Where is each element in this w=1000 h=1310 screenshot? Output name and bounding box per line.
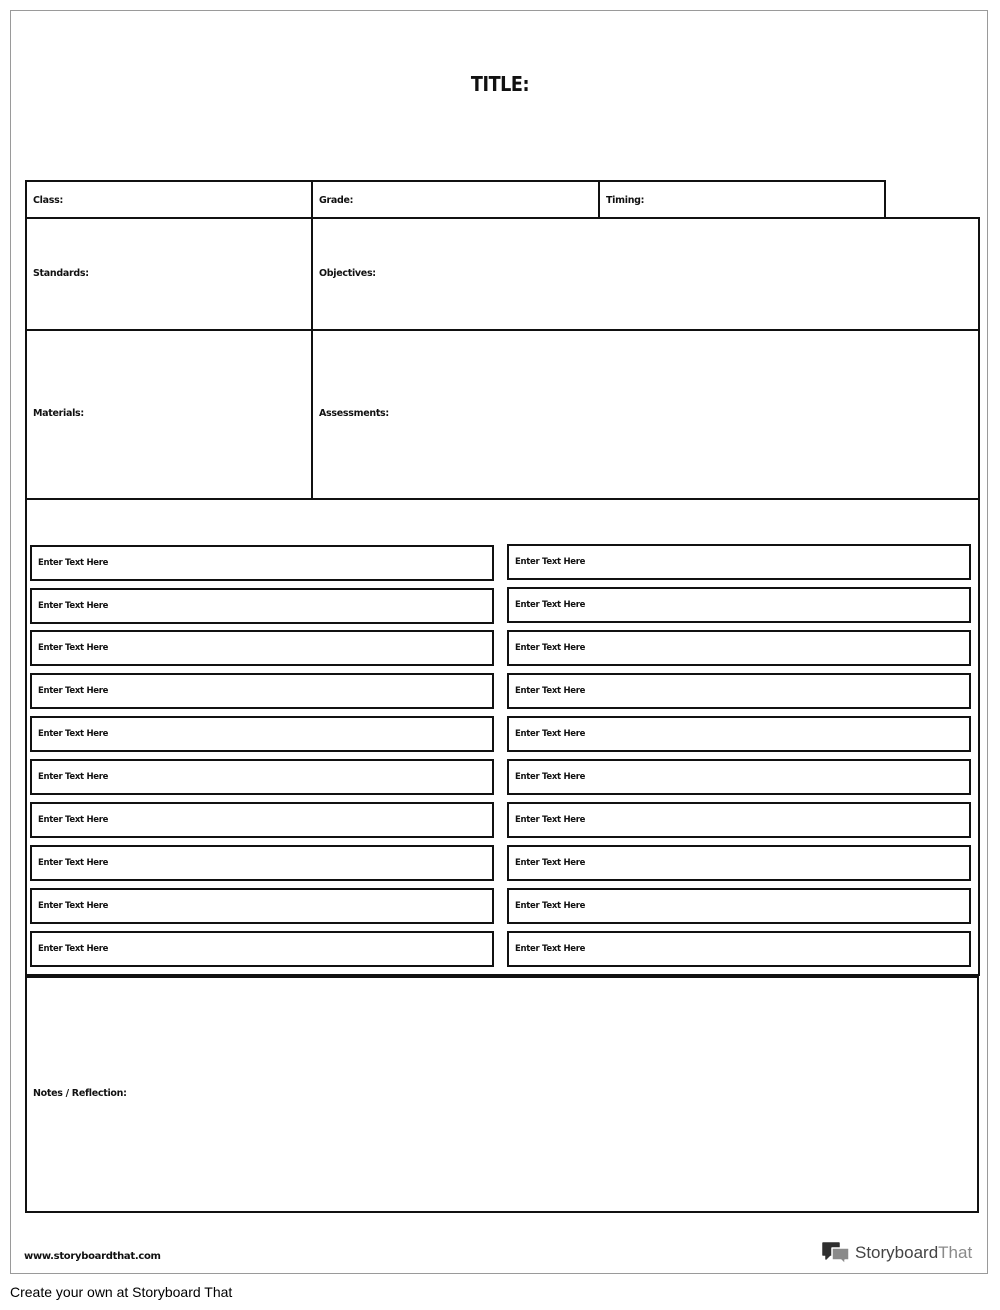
field-placeholder: Enter Text Here xyxy=(515,858,586,868)
right-text-field-9[interactable] xyxy=(507,888,971,924)
brand-name-part2: That xyxy=(938,1243,973,1262)
field-placeholder: Enter Text Here xyxy=(38,944,109,954)
field-placeholder: Enter Text Here xyxy=(38,601,109,611)
field-placeholder: Enter Text Here xyxy=(38,686,109,696)
left-text-field-6[interactable] xyxy=(30,759,494,795)
right-text-field-8[interactable] xyxy=(507,845,971,881)
standards-box[interactable] xyxy=(25,217,313,331)
right-text-field-2[interactable] xyxy=(507,587,971,623)
field-placeholder: Enter Text Here xyxy=(515,944,586,954)
grade-box[interactable] xyxy=(311,180,600,219)
left-text-field-2[interactable] xyxy=(30,588,494,624)
credit-link[interactable]: Create your own at Storyboard That xyxy=(10,1284,233,1300)
assessments-box[interactable] xyxy=(311,329,980,500)
right-text-field-3[interactable] xyxy=(507,630,971,666)
notes-reflection-box[interactable] xyxy=(25,976,979,1213)
materials-label: Materials: xyxy=(33,408,84,419)
field-placeholder: Enter Text Here xyxy=(38,772,109,782)
right-text-field-5[interactable] xyxy=(507,716,971,752)
field-placeholder: Enter Text Here xyxy=(38,643,109,653)
class-label: Class: xyxy=(33,195,63,206)
field-placeholder: Enter Text Here xyxy=(515,686,586,696)
notes-reflection-label: Notes / Reflection: xyxy=(33,1088,127,1099)
field-placeholder: Enter Text Here xyxy=(515,901,586,911)
left-text-field-9[interactable] xyxy=(30,888,494,924)
field-placeholder: Enter Text Here xyxy=(515,600,586,610)
right-text-field-6[interactable] xyxy=(507,759,971,795)
left-text-field-5[interactable] xyxy=(30,716,494,752)
left-text-field-8[interactable] xyxy=(30,845,494,881)
right-text-field-4[interactable] xyxy=(507,673,971,709)
footer-url[interactable]: www.storyboardthat.com xyxy=(24,1251,161,1262)
field-placeholder: Enter Text Here xyxy=(38,729,109,739)
left-text-field-1[interactable] xyxy=(30,545,494,581)
class-box[interactable] xyxy=(25,180,313,219)
field-placeholder: Enter Text Here xyxy=(38,858,109,868)
field-placeholder: Enter Text Here xyxy=(38,558,109,568)
field-placeholder: Enter Text Here xyxy=(515,729,586,739)
standards-label: Standards: xyxy=(33,268,89,279)
left-text-field-4[interactable] xyxy=(30,673,494,709)
storyboardthat-logo[interactable] xyxy=(821,1240,972,1266)
field-placeholder: Enter Text Here xyxy=(515,643,586,653)
objectives-label: Objectives: xyxy=(319,268,376,279)
speech-bubbles-icon xyxy=(821,1241,851,1265)
field-placeholder: Enter Text Here xyxy=(38,815,109,825)
field-placeholder: Enter Text Here xyxy=(515,557,586,567)
left-text-field-7[interactable] xyxy=(30,802,494,838)
brand-name-part1: Storyboard xyxy=(855,1243,939,1262)
worksheet-title: TITLE: xyxy=(470,72,530,96)
materials-box[interactable] xyxy=(25,329,313,500)
timing-box[interactable] xyxy=(598,180,886,219)
field-placeholder: Enter Text Here xyxy=(515,815,586,825)
right-text-field-10[interactable] xyxy=(507,931,971,967)
grade-label: Grade: xyxy=(319,195,354,206)
right-text-field-1[interactable] xyxy=(507,544,971,580)
timing-label: Timing: xyxy=(606,195,645,206)
left-text-field-3[interactable] xyxy=(30,630,494,666)
assessments-label: Assessments: xyxy=(319,408,389,419)
objectives-box[interactable] xyxy=(311,217,980,331)
field-placeholder: Enter Text Here xyxy=(38,901,109,911)
right-text-field-7[interactable] xyxy=(507,802,971,838)
left-text-field-10[interactable] xyxy=(30,931,494,967)
field-placeholder: Enter Text Here xyxy=(515,772,586,782)
